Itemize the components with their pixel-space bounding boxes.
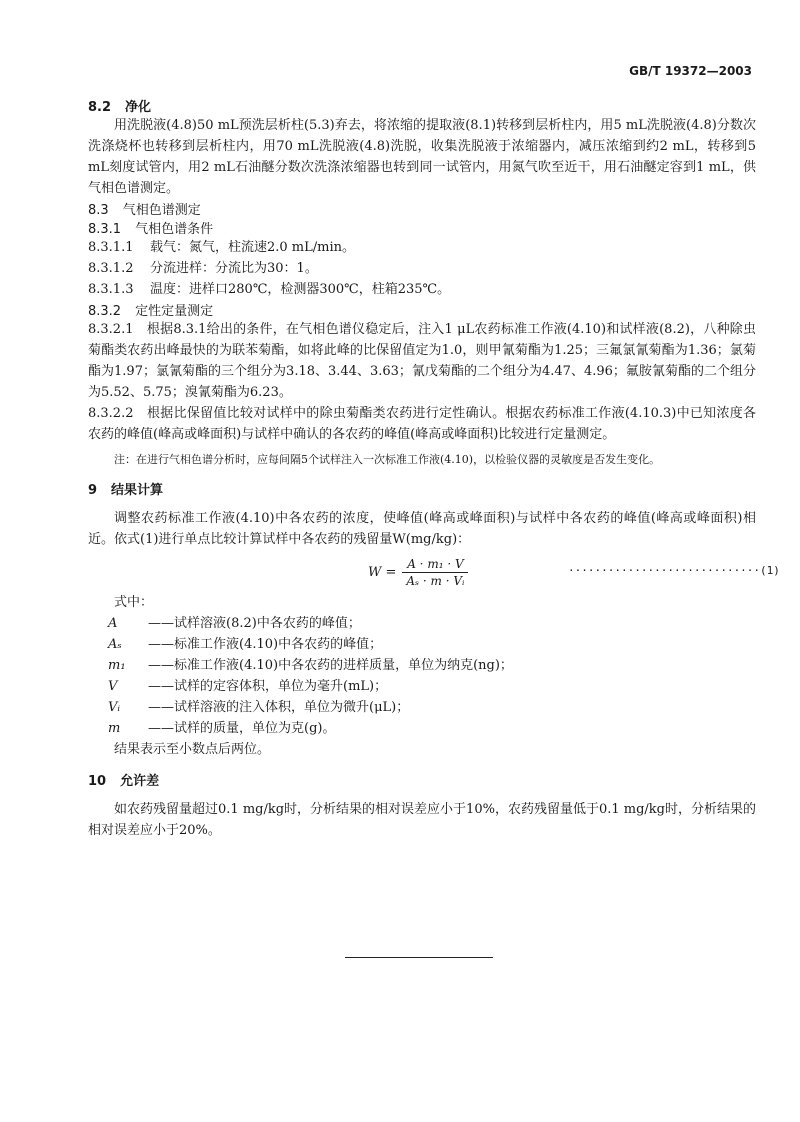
- section-8-2-heading: 8.2 净化: [88, 100, 152, 115]
- definition-item: Aₛ ——标准工作液(4.10)中各农药的峰值；: [108, 637, 383, 652]
- formula-1: [88, 552, 780, 592]
- standard-number: GB/T 19372—2003: [629, 64, 752, 78]
- end-rule: [345, 957, 493, 958]
- section-10-heading: 10 允许差: [88, 774, 160, 789]
- definition-item: Vᵢ ——试样溶液的注入体积，单位为微升(μL)；: [108, 700, 410, 715]
- formula-numerator: A · m₁ · V: [407, 557, 464, 571]
- section-8-2-paragraph: 用洗脱液(4.8)50 mL预洗层析柱(5.3)弃去，将浓缩的提取液(8.1)转移到层析柱内，用5 mL洗脱液(4.8)分数次洗涤烧杯也转移到层析柱内，用70 mL洗脱液(4.8)洗脱，收集洗脱液于浓缩器内，减压浓缩到约2 mL，转移到5 mL刻度试管内，用2 mL石油醚分数次洗涤浓缩器也转到同一试管内，用氮气吹至近干，用石油醚定容到1 mL，供气相色谱测定。: [88, 118, 756, 196]
- document-body: [88, 96, 780, 841]
- section-8-3-2-2-paragraph: 8.3.2.2 根据比保留值比较对试样中的除虫菊酯类农药进行定性确认。根据农药标准工作液(4.10.3)中已知浓度各农药的峰值(峰高或峰面积)与试样中确认的各农药的峰值(峰高或峰面积)比较进行定量测定。: [88, 406, 756, 442]
- section-8-3-heading: 8.3 气相色谱测定: [88, 203, 201, 218]
- section-8-3-2-heading: 8.3.2 定性定量测定: [88, 304, 214, 319]
- formula-fraction: [402, 556, 468, 589]
- condition-item: 8.3.1.1 载气：氮气，柱流速2.0 mL/min。: [88, 240, 356, 255]
- section-8-3-2-1-paragraph: 8.3.2.1 根据8.3.1给出的条件，在气相色谱仪稳定后，注入1 μL农药标准工作液(4.10)和试样液(8.2)，八种除虫菊酯类农药出峰最快的为联苯菊酯，如将此峰的比保留值定为1.0，则甲氰菊酯为1.25；三氟氯氰菊酯为1.36；氯菊酯为1.97；氯氰菊酯的三个组分为3.18、3.44、3.63；氰戊菊酯的二个组分为4.47、4.96；氟胺氰菊酯的二个组分为5.52、5.75；溴氰菊酯为6.23。: [88, 322, 756, 400]
- condition-item: 8.3.1.2 分流进样：分流比为30：1。: [88, 261, 318, 276]
- definition-item: V ——试样的定容体积，单位为毫升(mL)；: [108, 679, 388, 694]
- formula-lhs: W =: [368, 565, 397, 580]
- result-precision: 结果表示至小数点后两位。: [114, 742, 271, 757]
- formula-number: ·····························(1): [568, 564, 780, 577]
- note-text: 注：在进行气相色谱分析时，应每间隔5个试样注入一次标准工作液(4.10)，以检验仪器的灵敏度是否发生变化。: [114, 453, 661, 466]
- section-8-3-1-heading: 8.3.1 气相色谱条件: [88, 222, 214, 237]
- definition-item: m₁ ——标准工作液(4.10)中各农药的进样质量，单位为纳克(ng)；: [108, 658, 513, 673]
- condition-item: 8.3.1.3 温度：进样口280℃，检测器300℃，柱箱235℃。: [88, 282, 451, 297]
- section-9-heading: 9 结果计算: [88, 483, 164, 498]
- section-10-paragraph: 如农药残留量超过0.1 mg/kg时，分析结果的相对误差应小于10%，农药残留量低于0.1 mg/kg时，分析结果的相对误差应小于20%。: [88, 802, 756, 838]
- definition-item: A ——试样溶液(8.2)中各农药的峰值；: [108, 616, 361, 631]
- section-9-paragraph: 调整农药标准工作液(4.10)中各农药的浓度，使峰值(峰高或峰面积)与试样中各农药的峰值(峰高或峰面积)相近。依式(1)进行单点比较计算试样中各农药的残留量W(mg/kg)：: [88, 511, 756, 547]
- symbol-definitions: [108, 613, 756, 739]
- where-label: 式中：: [114, 595, 154, 610]
- definition-item: m ——试样的质量，单位为克(g)。: [108, 721, 336, 736]
- formula-denominator: Aₛ · m · Vᵢ: [406, 574, 465, 588]
